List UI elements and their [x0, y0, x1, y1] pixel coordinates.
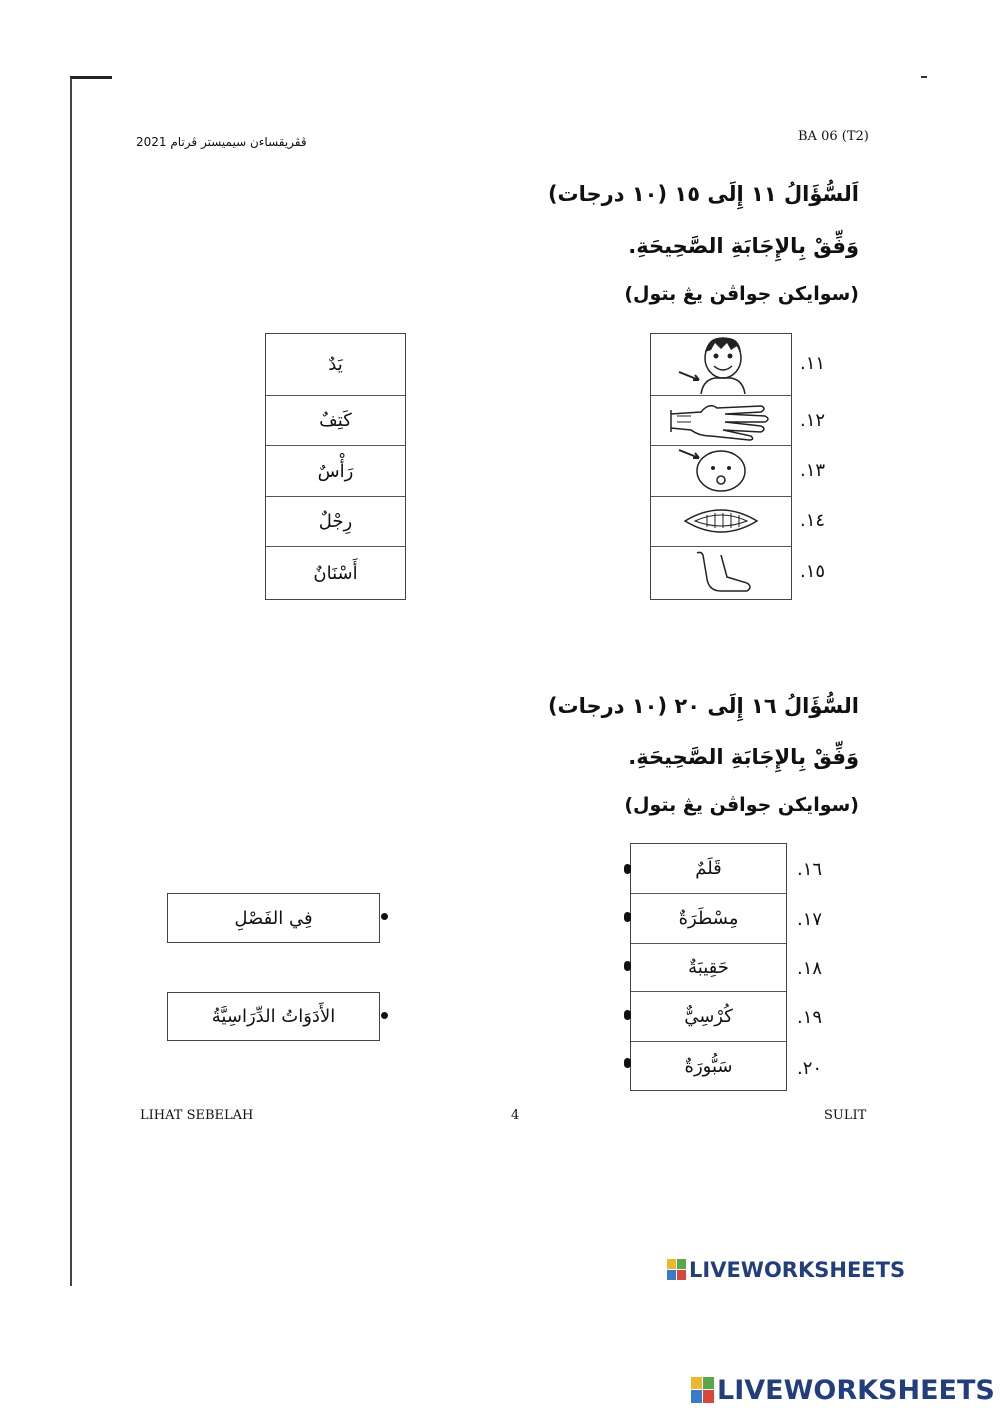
liveworksheets-text: LIVEWORKSHEETS: [689, 1258, 906, 1282]
item-option[interactable]: كُرْسِيٌّ: [631, 992, 786, 1042]
liveworksheets-text: LIVEWORKSHEETS: [717, 1375, 995, 1406]
item-option[interactable]: مِسْطَرَةٌ: [631, 894, 786, 944]
paper-code: BA 06 (T2): [798, 129, 869, 144]
section2-instruction-jawi: (سوايكن جواڤن يڠ بتول): [624, 794, 859, 816]
question-number: .١٩: [797, 1007, 823, 1028]
category-box[interactable]: الأَدَوَاتُ الدِّرَاسِيَّةُ: [167, 992, 380, 1041]
question-number: .١٧: [797, 909, 823, 930]
page-number: 4: [511, 1108, 520, 1123]
section1-word-table: [265, 333, 406, 600]
match-dot[interactable]: [624, 961, 631, 971]
picture-option[interactable]: [651, 446, 791, 497]
hand-icon: [651, 396, 791, 444]
foot-icon: [651, 547, 791, 597]
question-number: .١٢: [800, 410, 826, 431]
teeth-icon: [651, 497, 791, 545]
picture-option[interactable]: [651, 497, 791, 547]
picture-option[interactable]: [651, 334, 791, 396]
question-number: .١٣: [800, 460, 826, 481]
liveworksheets-logo: [667, 1258, 905, 1282]
item-option[interactable]: حَقِيبَةٌ: [631, 944, 786, 992]
match-dot[interactable]: [381, 913, 388, 920]
word-option[interactable]: رَأْسٌ: [266, 446, 405, 497]
footer-confidential: SULIT: [824, 1108, 867, 1123]
question-number: .١١: [800, 353, 826, 374]
word-option[interactable]: كَتِفٌ: [266, 396, 405, 446]
head-icon: [651, 334, 791, 394]
match-dot[interactable]: [381, 1012, 388, 1019]
item-option[interactable]: سَبُّورَةٌ: [684, 1055, 733, 1077]
liveworksheets-icon: [667, 1259, 687, 1281]
word-option[interactable]: رِجْلٌ: [266, 497, 405, 547]
section2-instruction: وَفِّقْ بِالإِجَابَةِ الصَّحِيحَةِ.: [628, 745, 859, 769]
scan-edge-mark: [921, 76, 927, 78]
liveworksheets-logo: [691, 1375, 995, 1406]
word-option[interactable]: يَدٌ: [266, 334, 405, 396]
match-dot[interactable]: [624, 1010, 631, 1020]
section1-instruction: وَفِّقْ بِالإِجَابَةِ الصَّحِيحَةِ.: [628, 234, 859, 258]
question-number: .١٨: [797, 958, 823, 979]
word-option[interactable]: أَسْنَانٌ: [313, 562, 358, 584]
scan-edge-top: [70, 76, 112, 79]
scan-edge-left: [70, 78, 72, 1286]
footer-next-page: LIHAT SEBELAH: [140, 1108, 254, 1123]
category-box[interactable]: فِي الفَصْلِ: [167, 893, 380, 943]
section1-instruction-jawi: (سوايكن جواڤن يڠ بتول): [624, 283, 859, 305]
match-dot[interactable]: [624, 864, 631, 874]
head-icon: [651, 446, 791, 495]
picture-option[interactable]: [651, 547, 791, 599]
question-number: .١٦: [797, 859, 823, 880]
picture-option[interactable]: [651, 396, 791, 446]
item-option[interactable]: قَلَمٌ: [631, 844, 786, 894]
exam-title: ڤڤريقساءن سيميستر ڤرتام 2021: [136, 135, 307, 149]
liveworksheets-icon: [691, 1377, 715, 1404]
match-dot[interactable]: [624, 912, 631, 922]
question-number: .٢٠: [797, 1058, 823, 1079]
section1-picture-table: [650, 333, 792, 600]
question-number: .١٤: [800, 510, 826, 531]
section2-heading: السُّؤَالُ ١٦ إِلَى ٢٠ (١٠ درجات): [547, 694, 859, 718]
match-dot[interactable]: [624, 1058, 631, 1068]
question-number: .١٥: [800, 561, 826, 582]
section2-item-table: [630, 843, 787, 1091]
section1-heading: اَلسُّؤَالُ ١١ إِلَى ١٥ (١٠ درجات): [547, 182, 859, 206]
